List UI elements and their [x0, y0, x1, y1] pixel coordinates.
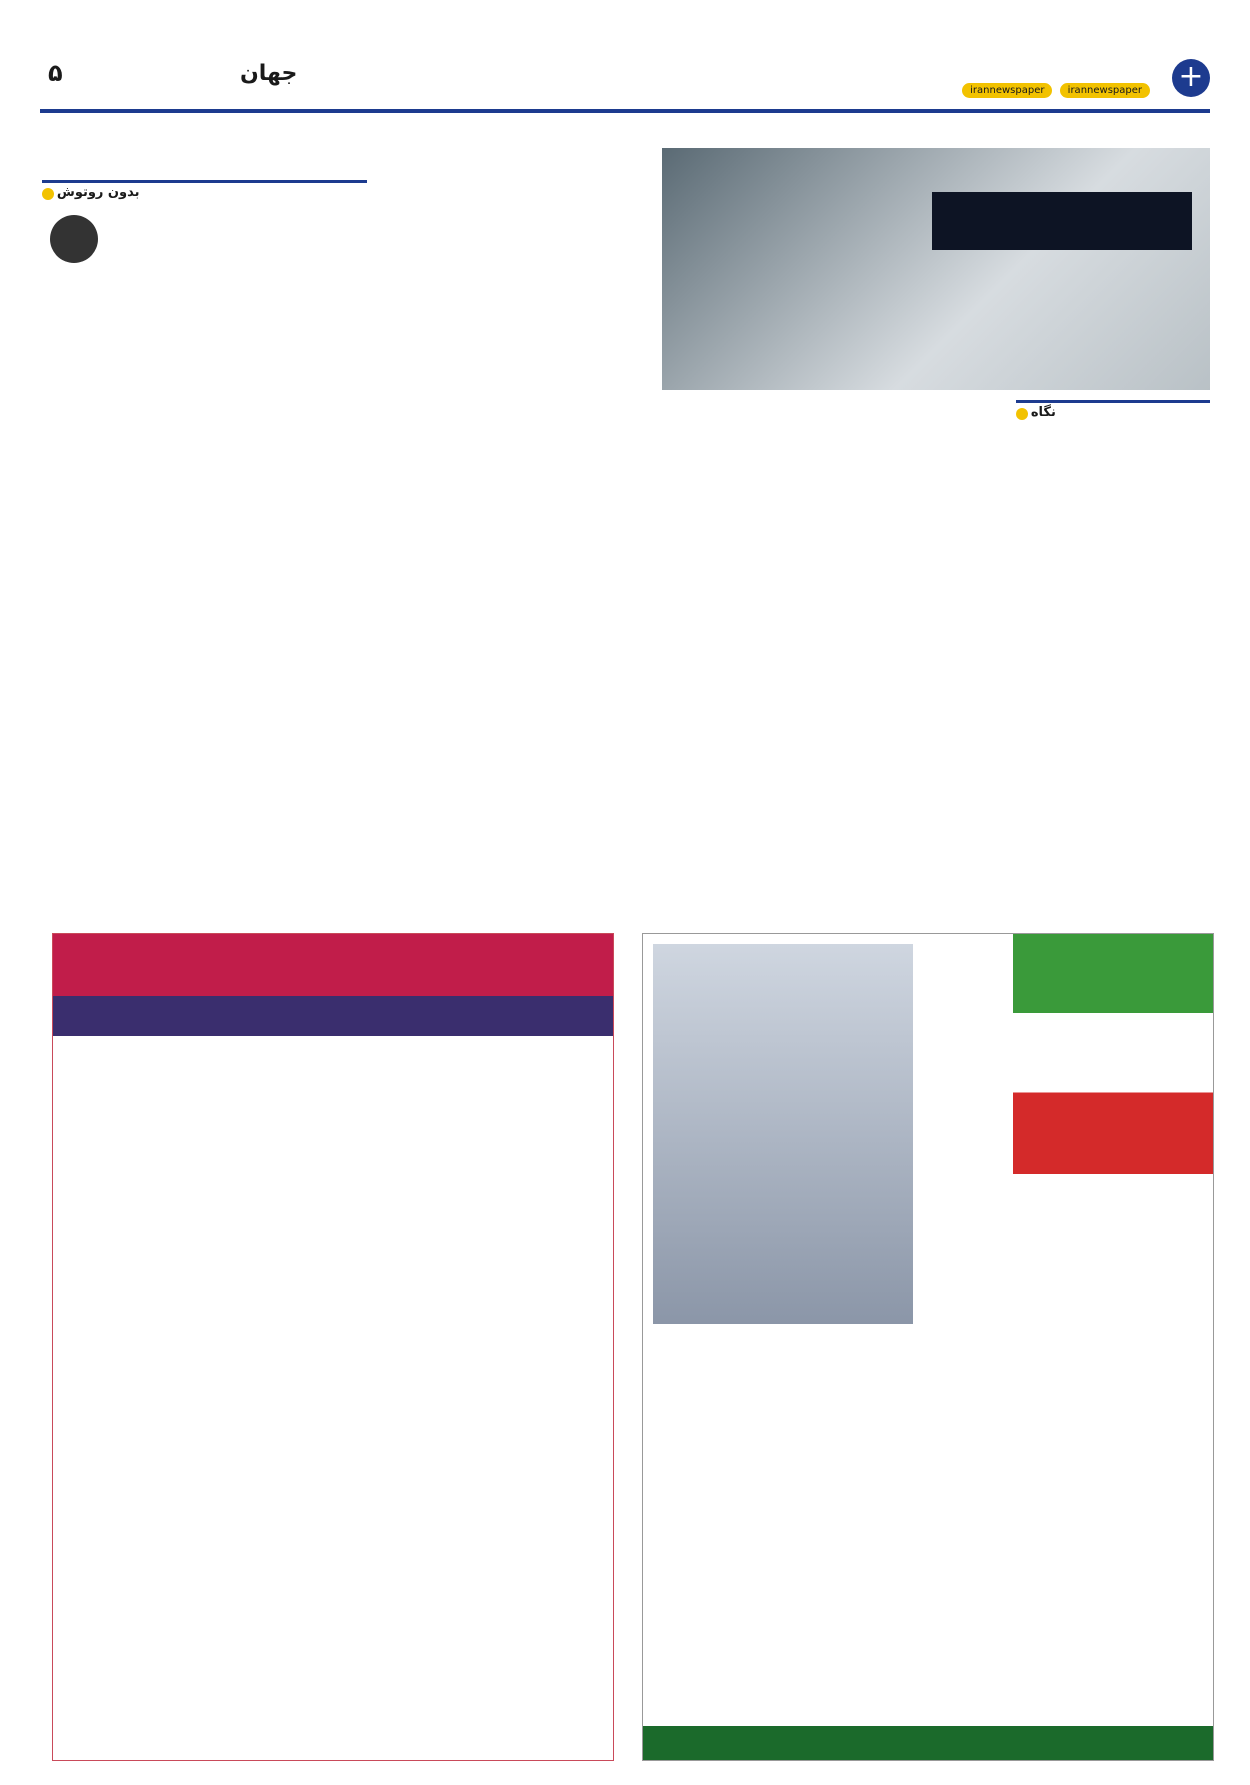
ad-subtitle	[53, 996, 613, 1036]
column-body	[42, 286, 367, 876]
column-rule	[42, 180, 367, 183]
notes-header	[1016, 406, 1210, 421]
bullet-icon	[1016, 408, 1028, 420]
ad-appreciation	[642, 933, 1214, 1761]
column-title: بدون روتوش	[56, 185, 140, 200]
notes-rule	[1016, 400, 1210, 403]
lead-kicker	[932, 192, 1192, 250]
lead-body	[470, 150, 655, 865]
bullet-icon	[42, 188, 54, 200]
social-handles	[958, 83, 1150, 98]
notes-body	[830, 430, 1210, 870]
ad-body	[655, 1334, 1195, 1714]
plus-icon[interactable]: +	[1172, 59, 1210, 97]
column-header	[42, 186, 367, 201]
ad-footer	[643, 1726, 1213, 1760]
section-name: جهان	[240, 61, 298, 86]
header-rule	[40, 109, 1210, 113]
lead-photo	[662, 148, 1210, 390]
portrait-photo	[653, 944, 913, 1324]
author-avatar	[50, 215, 98, 263]
ad-share-auction	[52, 933, 614, 1761]
page-number: ۵	[48, 59, 63, 87]
ad-body	[67, 1074, 597, 1744]
flag-image	[1013, 934, 1213, 1174]
notes-title: نگاه	[1030, 405, 1056, 420]
page-header	[40, 55, 1210, 117]
social-handle[interactable]: irannewspaper	[962, 83, 1052, 98]
lead-title	[872, 258, 1192, 368]
ad-title	[53, 934, 613, 996]
social-handle[interactable]: irannewspaper	[1060, 83, 1150, 98]
